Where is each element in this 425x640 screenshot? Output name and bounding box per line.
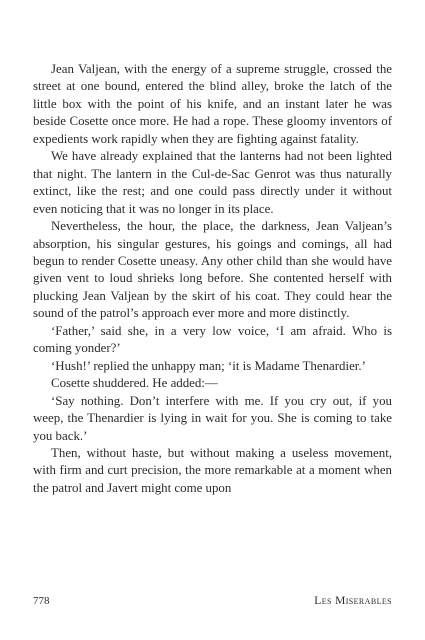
paragraph: ‘Father,’ said she, in a very low voice, ‘I am afraid. Who is coming yonder?’ [33,323,392,356]
paragraph: ‘Hush!’ replied the unhappy man; ‘it is Madame Thenardier.’ [51,358,366,373]
paragraph: Nevertheless, the hour, the place, the darkness, Jean Valjean’s absorption, his singular gestures, his goings and comings, all had begun to render Cosette uneasy. Any other child than she would have given vent to loud shrieks long before. She contented herself with plucking Jean Valjean by the skirt of his coat. They could hear the sound of the patrol’s approach ever more and more distinctly. [33,219,392,321]
paragraph: We have already explained that the lanterns had not been lighted that night. The lantern in the Cul-de-Sac Genrot was thus naturally extinct, like the rest; and one could pass directly under it without even noticing that it was no longer in its place. [33,149,392,216]
page-number: 778 [33,595,50,607]
page-footer [33,595,392,611]
paragraph: Then, without haste, but without making a useless movement, with firm and curt precision, the more remarkable at a moment when the patrol and Javert might come upon [33,445,392,495]
body-text [33,61,392,497]
paragraph: Jean Valjean, with the energy of a supreme struggle, crossed the street at one bound, entered the blind alley, broke the latch of the little box with the point of his knife, and an instant later he was beside Cosette once more. He had a rope. These gloomy inventors of expedients work rapidly when they are fighting against fatality. [33,62,392,146]
paragraph: Cosette shuddered. He added:— [51,376,218,391]
running-title: Les Miserables [314,595,392,607]
paragraph: ‘Say nothing. Don’t interfere with me. If you cry out, if you weep, the Thenardier is lying in wait for you. She is coming to take you back.’ [33,393,392,443]
